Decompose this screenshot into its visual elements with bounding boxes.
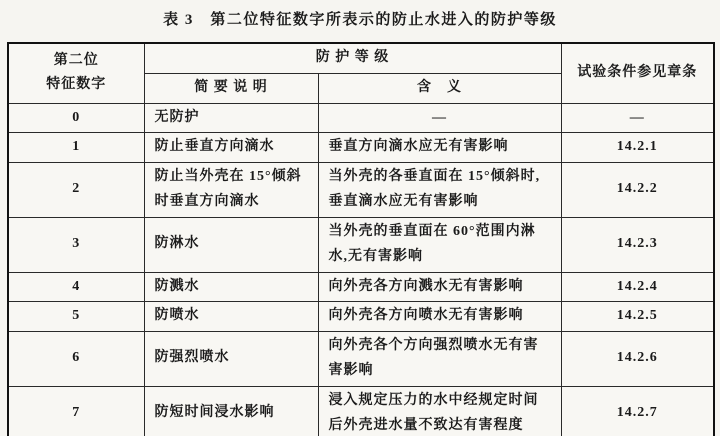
table-title: 表 3 第二位特征数字所表示的防止水进入的防护等级 bbox=[163, 12, 557, 28]
cell-ref: 14.2.4 bbox=[561, 272, 714, 302]
cell-brief: 防喷水 bbox=[144, 302, 318, 332]
table-row bbox=[8, 272, 714, 302]
cell-digit: 7 bbox=[8, 386, 144, 436]
cell-meaning: 向外壳各方向溅水无有害影响 bbox=[318, 272, 561, 302]
protection-levels-table bbox=[7, 42, 715, 436]
cell-brief: 防溅水 bbox=[144, 272, 318, 302]
cell-ref: — bbox=[561, 103, 714, 133]
cell-meaning: 浸入规定压力的水中经规定时间后外壳进水量不致达有害程度 bbox=[318, 386, 561, 436]
table-row bbox=[8, 103, 714, 133]
cell-digit: 1 bbox=[8, 133, 144, 163]
cell-ref: 14.2.3 bbox=[561, 217, 714, 272]
cell-digit: 3 bbox=[8, 217, 144, 272]
cell-digit: 6 bbox=[8, 331, 144, 386]
header-digit-line2: 特征数字 bbox=[46, 77, 107, 93]
table-row bbox=[8, 133, 714, 163]
header-digit bbox=[8, 43, 144, 103]
cell-ref: 14.2.5 bbox=[561, 302, 714, 332]
cell-brief: 防止垂直方向滴水 bbox=[144, 133, 318, 163]
cell-brief: 防短时间浸水影响 bbox=[144, 386, 318, 436]
cell-digit: 0 bbox=[8, 103, 144, 133]
header-protection-group: 防 护 等 级 bbox=[144, 43, 561, 74]
cell-meaning: — bbox=[318, 103, 561, 133]
cell-digit: 4 bbox=[8, 272, 144, 302]
cell-digit: 2 bbox=[8, 162, 144, 217]
header-digit-line1: 第二位 bbox=[53, 52, 99, 68]
cell-ref: 14.2.7 bbox=[561, 386, 714, 436]
cell-brief: 防止当外壳在 15°倾斜时垂直方向滴水 bbox=[144, 162, 318, 217]
cell-brief: 防淋水 bbox=[144, 217, 318, 272]
cell-meaning: 当外壳的各垂直面在 15°倾斜时,垂直滴水应无有害影响 bbox=[318, 162, 561, 217]
table-row bbox=[8, 217, 714, 272]
cell-meaning: 向外壳各个方向强烈喷水无有害害影响 bbox=[318, 331, 561, 386]
table-row bbox=[8, 386, 714, 436]
header-test-ref: 试验条件参见章条 bbox=[561, 43, 714, 103]
table-row bbox=[8, 302, 714, 332]
cell-meaning: 垂直方向滴水应无有害影响 bbox=[318, 133, 561, 163]
cell-digit: 5 bbox=[8, 302, 144, 332]
table-row bbox=[8, 331, 714, 386]
cell-meaning: 当外壳的垂直面在 60°范围内淋水,无有害影响 bbox=[318, 217, 561, 272]
cell-meaning: 向外壳各方向喷水无有害影响 bbox=[318, 302, 561, 332]
cell-ref: 14.2.1 bbox=[561, 133, 714, 163]
table-row bbox=[8, 162, 714, 217]
header-row-1 bbox=[8, 43, 714, 74]
cell-ref: 14.2.6 bbox=[561, 331, 714, 386]
table-body bbox=[8, 103, 714, 436]
header-meaning: 含 义 bbox=[318, 74, 561, 104]
cell-brief: 无防护 bbox=[144, 103, 318, 133]
cell-brief: 防强烈喷水 bbox=[144, 331, 318, 386]
cell-ref: 14.2.2 bbox=[561, 162, 714, 217]
header-brief: 简 要 说 明 bbox=[144, 74, 318, 104]
